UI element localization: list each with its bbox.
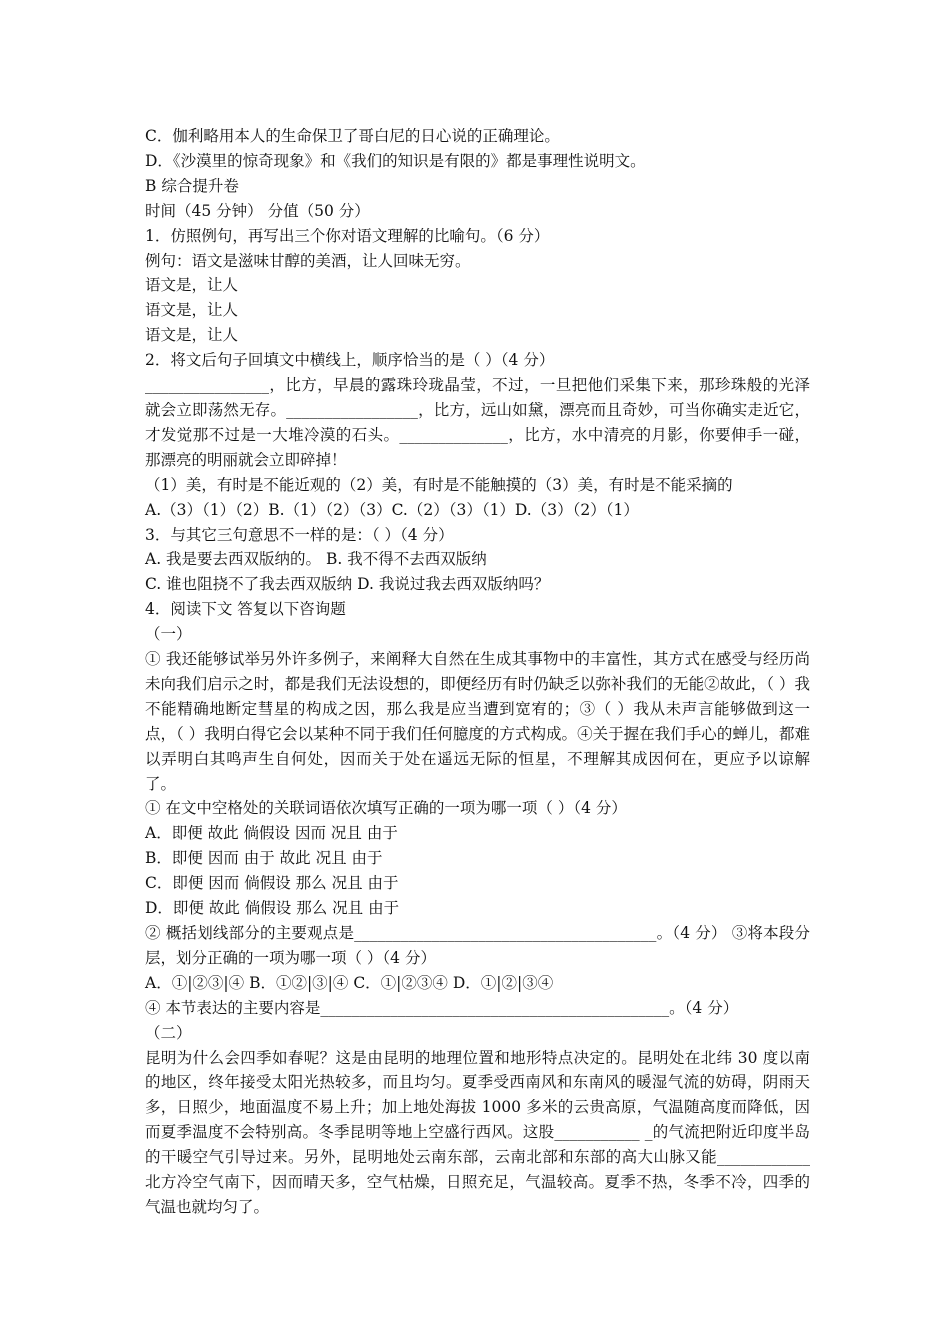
reading-2-passage: 昆明为什么会四季如春呢？这是由昆明的地理位置和地形特点决定的。昆明处在北纬 30 度以南的地区，终年接受太阳光热较多，而且均匀。夏季受西南风和东南风的暖湿气流的妨碍，阴雨天多，日照少，地面温度不易上升；加上地处海拔 1000 多米的云贵高原，气温随高度而降低，因而夏季温度不会特别高。冬季昆明等地上空盛行西风。这股___________ _的气流把附近印度半岛的干暖空气引导过来。另外，昆明地处云南东部，云南北部和东部的高大山脉又能____________北方冷空气南下，因而晴天多，空气枯燥，日照充足，气温较高。夏季不热，冬季不冷，四季的气温也就均匀了。: [145, 1048, 810, 1216]
question-4-4: ④ 本节表达的主要内容是_____________________________________________。（4 分）: [145, 998, 739, 1017]
section-b-heading: B 综合提升卷: [145, 176, 239, 195]
question-2: 2．将文后句子回填文中横线上，顺序恰当的是（ ）（4 分）: [145, 351, 555, 370]
question-3-options-ab: A. 我是要去西双版纳的。 B. 我不得不去西双版纳: [145, 550, 487, 569]
time-score-line: 时间（45 分钟） 分值（50 分）: [145, 201, 370, 220]
question-1: 1．仿照例句，再写出三个你对语文理解的比喻句。（6 分）: [145, 226, 550, 245]
answer-line-1: 语文是，让人: [145, 276, 239, 295]
question-4-1: ① 在文中空格处的关联词语依次填写正确的一项为哪一项（ ）（4 分）: [145, 799, 627, 818]
question-4: 4．阅读下文 答复以下咨询题: [145, 600, 346, 619]
question-2-sentences: （1）美，有时是不能近观的（2）美，有时是不能触摸的（3）美，有时是不能采摘的: [145, 475, 733, 494]
question-3-options-cd: C. 谁也阻挠不了我去西双版纳 D. 我说过我去西双版纳吗？: [145, 575, 550, 594]
document-body: [145, 124, 810, 1220]
question-3: 3．与其它三句意思不一样的是：（ ）（4 分）: [145, 525, 454, 544]
question-4-2-and-3: ② 概括划线部分的主要观点是_______________________________________。（4 分） ③将本段分层，划分正确的一项为哪一项（ ）（4 分）: [145, 924, 810, 967]
option-c-line: C．伽利略用本人的生命保卫了哥白尼的日心说的正确理论。: [145, 127, 560, 145]
example-sentence: 例句：语文是滋味甘醇的美酒，让人回味无穷。: [145, 251, 471, 270]
question-4-1-option-c: C．即便 因而 倘假设 那么 况且 由于: [145, 874, 399, 893]
option-d-line: D．《沙漠里的惊奇现象》和《我们的知识是有限的》都是事理性说明文。: [145, 151, 646, 170]
reading-2-heading: （二）: [145, 1023, 192, 1042]
reading-1-passage: ① 我还能够试举另外许多例子，来阐释大自然在生成其事物中的丰富性，其方式在感受与经历尚未向我们启示之时，都是我们无法设想的，即便经历有时仍缺乏以弥补我们的无能②故此，（ ）我不能精确地断定彗星的构成之因，那么我是应当遭到宽宥的；③（ ）我从未声言能够做到这一点，（ ）我明白得它会以某种不同于我们任何臆度的方式构成。④关于握在我们手心的蝉儿，都难以弄明白其鸣声生自何处，因而关于处在遥远无际的恒星，不理解其成因何在，更应予以谅解了。: [145, 650, 810, 793]
answer-line-2: 语文是，让人: [145, 301, 239, 320]
reading-1-heading: （一）: [145, 625, 192, 644]
question-4-1-option-d: D．即便 故此 倘假设 那么 况且 由于: [145, 899, 400, 918]
answer-line-3: 语文是，让人: [145, 326, 239, 345]
question-2-options: A.（3）（1）（2）B.（1）（2）（3）C.（2）（3）（1）D.（3）（2）（1）: [145, 500, 639, 519]
question-2-passage: ________________，比方，早晨的露珠玲珑晶莹，不过，一旦把他们采集下来，那珍珠般的光泽就会立即荡然无存。_________________，比方，远山如黛，漂亮而且奇妙，可当你确实走近它，才发觉那不过是一大堆冷漠的石头。______________，比方，水中清亮的月影，你要伸手一碰，那漂亮的明丽就会立即碎掉！: [145, 376, 810, 469]
question-4-1-option-a: A．即便 故此 倘假设 因而 况且 由于: [145, 824, 398, 843]
question-4-3-options: A．①|②③|④ B．①②|③|④ C．①|②③④ D．①|②|③④: [145, 973, 554, 992]
question-4-1-option-b: B．即便 因而 由于 故此 况且 由于: [145, 849, 383, 868]
